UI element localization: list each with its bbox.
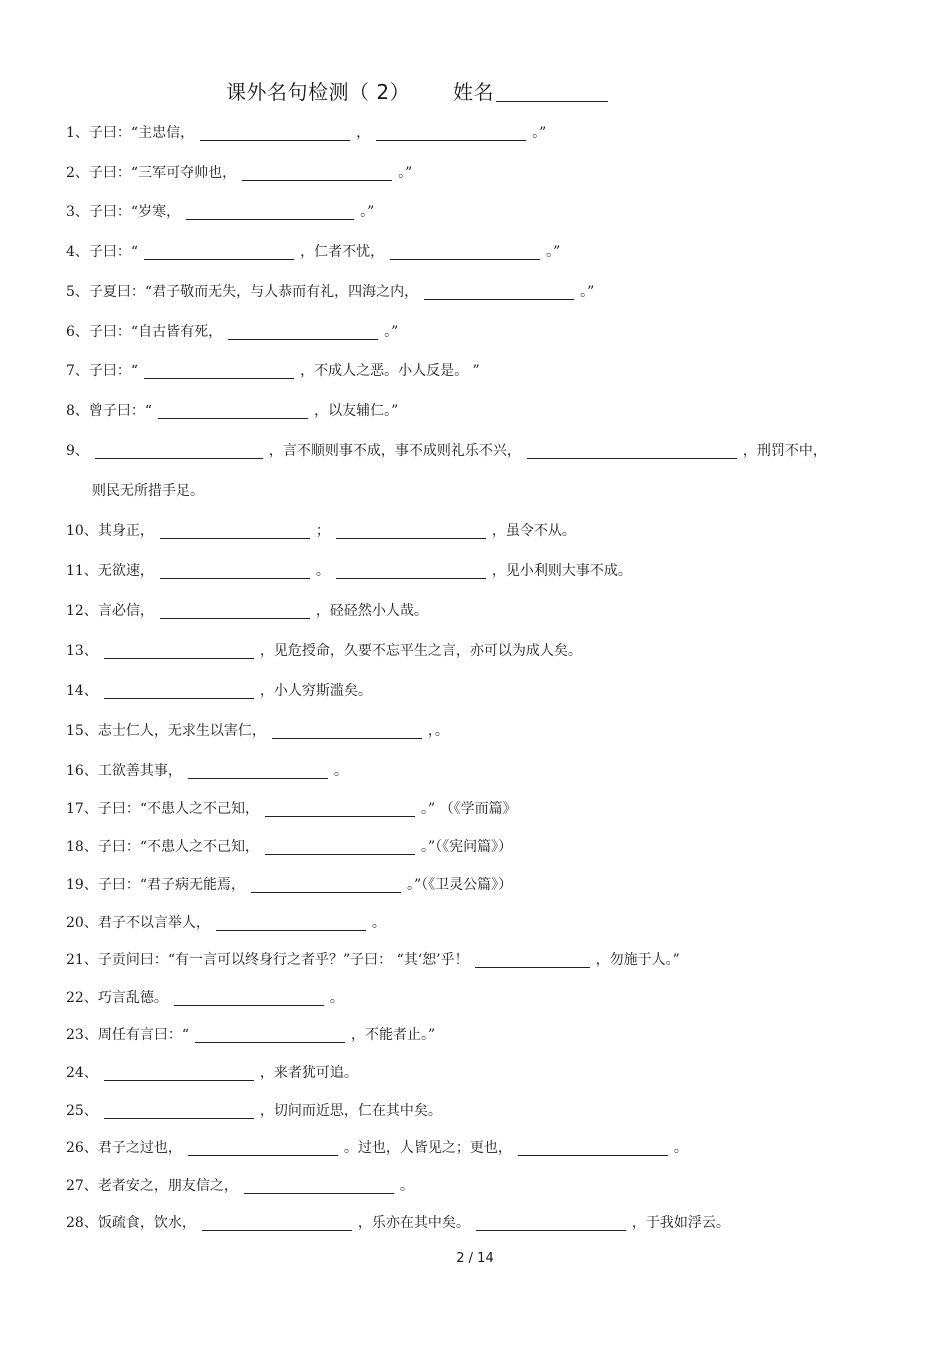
question-text: 21、子贡问曰：“有一言可以终身行之者乎？”子曰： “其‘恕’乎！ — [66, 952, 469, 968]
question-text: ，不能者止。” — [350, 1027, 436, 1043]
answer-blank[interactable] — [186, 205, 354, 220]
question-text: 19、子曰：“君子病无能焉， — [66, 877, 245, 893]
title-text: 课外名句检测（ 2） — [226, 80, 411, 104]
question-text: ，硁硁然小人哉。 — [315, 603, 428, 619]
question-row — [66, 1064, 358, 1082]
question-text: 。”（《卫灵公篇》） — [406, 877, 513, 893]
question-row — [66, 876, 512, 894]
question-text: 5、子夏曰：“君子敬而无失，与人恭而有礼，四海之内， — [66, 284, 419, 300]
question-text: ，虽令不从。 — [491, 523, 576, 539]
answer-blank[interactable] — [202, 1216, 352, 1231]
question-text: 4、子曰：“ — [66, 244, 139, 260]
question-row — [66, 283, 594, 301]
question-row — [66, 1139, 688, 1157]
question-text: 则民无所措手足。 — [92, 483, 204, 499]
question-text: 16、工欲善其事， — [66, 763, 182, 779]
question-text: 12、言必信， — [66, 603, 154, 619]
question-row — [66, 722, 449, 740]
question-row — [66, 1026, 435, 1044]
question-text: 7、子曰：“ — [66, 363, 139, 379]
answer-blank[interactable] — [265, 840, 415, 855]
question-row — [66, 562, 632, 580]
question-text: 18、子曰：“不患人之不己知， — [66, 839, 259, 855]
question-text: 15、志士仁人，无求生以害仁， — [66, 723, 266, 739]
question-row — [66, 951, 680, 969]
question-text: ， — [356, 125, 371, 141]
question-row — [66, 1102, 442, 1120]
question-text: 25、 — [66, 1103, 98, 1119]
answer-blank[interactable] — [188, 1141, 338, 1156]
question-text: ，不成人之恶。小人反是。 ” — [300, 363, 480, 379]
question-row — [66, 762, 348, 780]
question-row — [66, 682, 372, 700]
question-text: 8、曾子曰：“ — [66, 403, 153, 419]
question-text: ，切问而近思，仁在其中矣。 — [259, 1103, 442, 1119]
question-text: ，来者犹可追。 — [259, 1065, 358, 1081]
question-text: ，小人穷斯滥矣。 — [259, 683, 372, 699]
name-label: 姓名 — [452, 80, 494, 104]
question-text: 。 — [333, 763, 348, 779]
question-text: 。”（《宪问篇》） — [420, 839, 513, 855]
question-text: 26、君子之过也， — [66, 1140, 182, 1156]
question-text: ，见危授命，久要不忘平生之言，亦可以为成人矣。 — [259, 643, 582, 659]
question-text: ，言不顺则事不成，事不成则礼乐不兴， — [268, 443, 521, 459]
question-text: ，于我如浮云。 — [631, 1215, 730, 1231]
name-blank[interactable] — [496, 81, 608, 102]
question-text: ，刑罚不中， — [742, 443, 827, 459]
question-text: 。 — [673, 1140, 688, 1156]
question-text: ，。 — [427, 723, 449, 739]
answer-blank[interactable] — [251, 878, 401, 893]
answer-blank[interactable] — [195, 1028, 345, 1043]
question-text: 14、 — [66, 683, 98, 699]
answer-blank[interactable] — [160, 604, 310, 619]
answer-blank[interactable] — [188, 764, 328, 779]
question-text: 20、君子不以言举人， — [66, 915, 210, 931]
question-text: 2、子曰：“三军可夺帅也， — [66, 165, 237, 181]
question-text: 。” — [532, 125, 547, 141]
answer-blank[interactable] — [475, 953, 590, 968]
question-row — [66, 243, 560, 261]
question-text: 。 — [315, 563, 330, 579]
answer-blank[interactable] — [200, 126, 350, 141]
question-row — [66, 1177, 414, 1195]
answer-blank[interactable] — [336, 524, 486, 539]
answer-blank[interactable] — [376, 126, 526, 141]
question-text: 9、 — [66, 443, 89, 459]
question-row — [66, 203, 374, 221]
question-text: 。 — [329, 990, 344, 1006]
answer-blank[interactable] — [95, 444, 263, 459]
answer-blank[interactable] — [265, 802, 415, 817]
answer-blank[interactable] — [174, 991, 324, 1006]
question-text: 23、周任有言曰：“ — [66, 1027, 189, 1043]
page-number: 2 / 14 — [456, 1251, 494, 1266]
answer-blank[interactable] — [476, 1216, 626, 1231]
question-row — [92, 482, 204, 500]
answer-blank[interactable] — [272, 724, 422, 739]
answer-blank[interactable] — [424, 285, 574, 300]
answer-blank[interactable] — [242, 166, 392, 181]
answer-blank[interactable] — [244, 1179, 394, 1194]
answer-blank[interactable] — [158, 404, 308, 419]
question-row — [66, 164, 412, 182]
question-row — [66, 800, 517, 818]
question-text: 22、巧言乱德。 — [66, 990, 168, 1006]
question-text: ，以友辅仁。” — [314, 403, 399, 419]
question-text: 28、饭疏食，饮水， — [66, 1215, 196, 1231]
question-row — [66, 989, 344, 1007]
question-row — [66, 914, 386, 932]
question-row — [66, 362, 480, 380]
answer-blank[interactable] — [527, 444, 737, 459]
question-text: 1、子曰：“主忠信， — [66, 125, 195, 141]
question-text: 。 — [371, 915, 386, 931]
answer-blank[interactable] — [390, 245, 540, 260]
answer-blank[interactable] — [160, 524, 310, 539]
question-text: 。” — [398, 165, 413, 181]
question-text: 。” — [546, 244, 561, 260]
question-row — [66, 402, 398, 420]
answer-blank[interactable] — [104, 1066, 254, 1081]
page-title — [226, 76, 608, 105]
question-row — [66, 522, 576, 540]
question-text: 6、子曰：“自古皆有死， — [66, 324, 223, 340]
question-text: 10、其身正， — [66, 523, 154, 539]
answer-blank[interactable] — [104, 644, 254, 659]
answer-blank[interactable] — [160, 564, 310, 579]
question-text: 11、无欲速， — [66, 563, 154, 579]
question-row — [66, 323, 398, 341]
question-text: ，勿施于人。” — [595, 952, 680, 968]
question-text: 27、老者安之，朋友信之， — [66, 1178, 238, 1194]
question-text: 。” （《学而篇》 — [420, 801, 517, 817]
answer-blank[interactable] — [104, 684, 254, 699]
question-text: 3、子曰：“岁寒， — [66, 204, 181, 220]
question-text: ； — [315, 523, 330, 539]
question-row — [66, 442, 827, 460]
question-text: 24、 — [66, 1065, 98, 1081]
question-text: ，见小利则大事不成。 — [491, 563, 632, 579]
question-row — [66, 124, 546, 142]
answer-blank[interactable] — [144, 245, 294, 260]
question-row — [66, 602, 428, 620]
answer-blank[interactable] — [228, 325, 378, 340]
question-text: 。 — [399, 1178, 414, 1194]
question-text: ，乐亦在其中矣。 — [357, 1215, 470, 1231]
answer-blank[interactable] — [518, 1141, 668, 1156]
question-text: 13、 — [66, 643, 98, 659]
question-text: 17、子曰：“不患人之不己知， — [66, 801, 259, 817]
question-row — [66, 642, 582, 660]
answer-blank[interactable] — [144, 364, 294, 379]
question-text: 。过也，人皆见之；更也， — [343, 1140, 512, 1156]
question-text: 。” — [360, 204, 375, 220]
question-text: 。” — [580, 284, 595, 300]
question-text: 。” — [384, 324, 399, 340]
answer-blank[interactable] — [216, 916, 366, 931]
answer-blank[interactable] — [336, 564, 486, 579]
question-row — [66, 1214, 730, 1232]
question-row — [66, 838, 512, 856]
answer-blank[interactable] — [104, 1104, 254, 1119]
question-text: ，仁者不忧， — [300, 244, 385, 260]
